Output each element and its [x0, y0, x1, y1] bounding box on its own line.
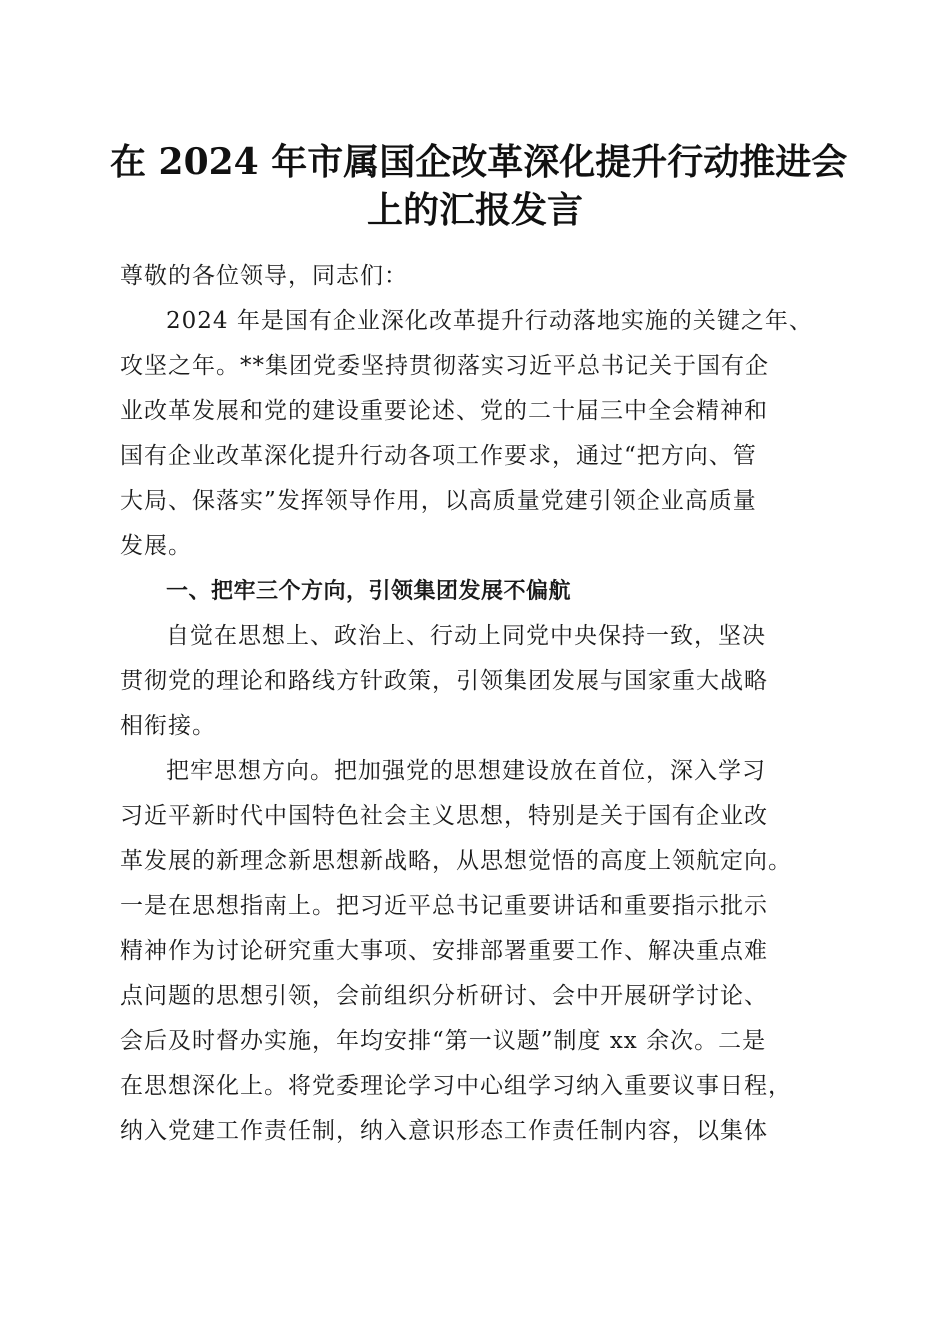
paragraph-line: 习近平新时代中国特色社会主义思想，特别是关于国有企业改: [120, 803, 768, 829]
paragraph-line: 发展。: [120, 533, 192, 559]
paragraph-line: 把牢思想方向。把加强党的思想建设放在首位，深入学习: [166, 758, 766, 784]
section-heading: 一、把牢三个方向，引领集团发展不偏航: [166, 579, 572, 604]
paragraph-line: 在思想深化上。将党委理论学习中心组学习纳入重要议事日程，: [120, 1073, 792, 1099]
paragraph-line: 业改革发展和党的建设重要论述、党的二十届三中全会精神和: [120, 398, 768, 424]
paragraph-line: 会后及时督办实施，年均安排“第一议题”制度 xx 余次。二是: [120, 1028, 767, 1054]
paragraph-line: 大局、保落实”发挥领导作用，以高质量党建引领企业高质量: [120, 488, 757, 514]
salutation: 尊敬的各位领导，同志们：: [120, 263, 408, 289]
document-body: [120, 254, 830, 1154]
paragraph-line: 自觉在思想上、政治上、行动上同党中央保持一致，坚决: [166, 623, 766, 649]
paragraph-line: 一是在思想指南上。把习近平总书记重要讲话和重要指示批示: [120, 893, 768, 919]
document-title-line-1: 在 2024 年市属国企改革深化提升行动推进会: [110, 141, 848, 183]
paragraph-line: 纳入党建工作责任制，纳入意识形态工作责任制内容，以集体: [120, 1118, 768, 1144]
paragraph-line: 攻坚之年。**集团党委坚持贯彻落实习近平总书记关于国有企: [120, 353, 769, 379]
paragraph-line: 点问题的思想引领，会前组织分析研讨、会中开展研学讨论、: [120, 983, 768, 1009]
paragraph-line: 精神作为讨论研究重大事项、安排部署重要工作、解决重点难: [120, 938, 768, 964]
paragraph-line: 国有企业改革深化提升行动各项工作要求，通过“把方向、管: [120, 443, 757, 469]
paragraph-line: 相衔接。: [120, 713, 216, 739]
paragraph-line: 贯彻党的理论和路线方针政策，引领集团发展与国家重大战略: [120, 668, 768, 694]
document-title-line-2: 上的汇报发言: [366, 189, 583, 231]
paragraph-line: 革发展的新理念新思想新战略，从思想觉悟的高度上领航定向。: [120, 848, 792, 874]
paragraph-line: 2024 年是国有企业深化改革提升行动落地实施的关键之年、: [166, 308, 813, 334]
